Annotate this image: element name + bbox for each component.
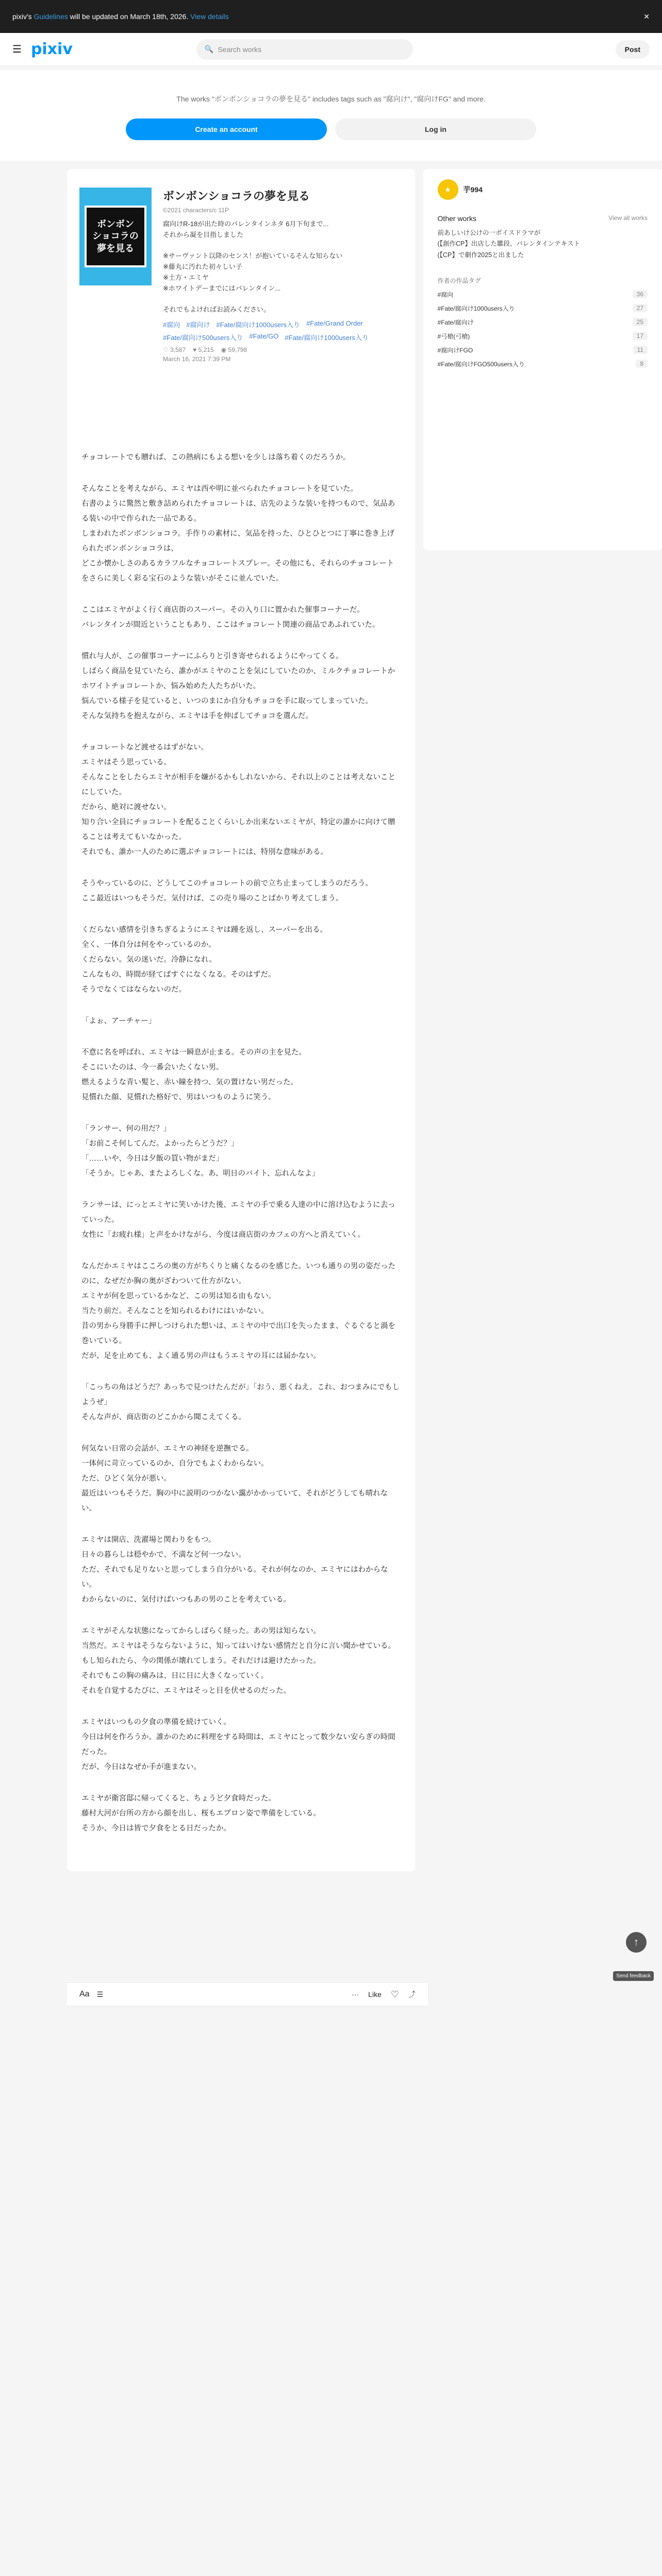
promo-message: The works "ボンボンショコラの夢を見る" includes tags such as "腐向け", "腐向けFG" and more.: [176, 95, 486, 103]
novel-paragraph: 「こっちの角はどうだ？あっちで見つけたんだが」「おう、悪くねえ。これ、おつまみにでもしようぜ」 そんな声が、商店街のどこかから聞こえてくる。: [81, 1383, 400, 1422]
tag-link[interactable]: #Fate/腐向け1000users入り: [285, 334, 369, 342]
novel-title: ボンボンショコラの夢を見る: [163, 190, 310, 202]
novel-paragraph: エミヤはいつもの夕食の準備を続けていく。 今日は何を作ろうか。誰かのために料理をする時間は、エミヤにとって数少ない安らぎの時間だった。 だが、今日はなぜか手が進まない。: [81, 1718, 395, 1772]
novel-paragraph: 慣れ与人が、この催事コーナーにふらりと引き寄せられるようにやってくる。 しばらく商品を見ていたら、誰かがエミヤのことを気にしていたのか、ミルクチョコレートかホワイトチョコレートか、悩み始めた人たちがいた。 悩んでいる様子を見ていると、いつのまにか自分もチョコを手に取ってしまっていた。 そんな気持ちを抱えながら、エミヤは手を伸ばしてチョコを選んだ。: [81, 652, 395, 721]
popular-tag-count: 25: [633, 318, 648, 326]
tag-link[interactable]: #腐向け: [186, 321, 210, 329]
popular-tag-row[interactable]: [438, 290, 648, 299]
guidelines-link[interactable]: Guidelines: [34, 12, 68, 21]
novel-paragraph: 不意に名を呼ばれ、エミヤは一瞬息が止まる。その声の主を見た。 そこにいたのは、今一番会いたくない男。 燃えるような青い髪と、赤い瞳を持つ、気の置けない男だった。 見慣れた顔、見慣れた格好で、男はいつものように笑う。: [81, 1048, 306, 1102]
popular-tag-name[interactable]: #Fate/腐向けFGO500users入り: [437, 360, 525, 368]
popular-tag-count: 27: [633, 304, 648, 312]
tag-link[interactable]: #Fate/腐向け500users入り: [163, 334, 243, 342]
novel-cover[interactable]: [79, 188, 152, 285]
banner-text: pixiv's Guidelines will be updated on March 18th, 2026. View details: [12, 12, 229, 21]
popular-tag-name[interactable]: #Fate/腐向け: [437, 318, 474, 326]
signup-promo: [0, 70, 662, 161]
novel-paragraph: ランサーは、にっとエミヤに笑いかけた後、エミヤの手で乗る人達の中に溶け込むように去っていった。 女性に「お疲れ様」と声をかけながら、今度は商店街のカフェの方へと消えていく。: [81, 1201, 395, 1240]
novel-paragraph: くだらない感情を引きちぎるようにエミヤは踵を返し、スーパーを出る。 全く、一体自分は何をやっているのか。 くだらない。気の迷いだ。冷静になれ。 こんなもの、時間が経てばすぐになくなる。そのはずだ。 そうでなくてはならないのだ。: [81, 926, 328, 994]
tag-link[interactable]: #Fate/Grand Order: [306, 319, 363, 328]
popular-tag-row[interactable]: [438, 360, 648, 368]
other-work-titles[interactable]: 前あしいけ公けの一ボイスドラマが (【創作CP】出店した雛段、バレンタインテキスト (【CP】で劇作2025と出ました: [437, 229, 581, 259]
novel-body: [79, 450, 403, 1836]
popular-tag-name[interactable]: #腐向けFGO: [437, 346, 473, 354]
novel-paragraph: なんだかエミヤはこころの奥の方がちくりと痛くなるのを感じた。いつも通りの男の姿だったのに、なぜだか胸の奥がざわついて仕方がない。 エミヤが何を思っているかなど、この男は知る由もない。 当たり前だ。そんなことを知られるわけにはいかない。 昔の男から身勝手に押しつけられた想いは、エミヤの中で出口を失ったまま、ぐるぐると渦を巻いている。 だが、足を止めても、よく通る男の声はもうエミヤの耳には届かない。: [81, 1262, 395, 1361]
novel-paragraph: エミヤがそんな状態になってからしばらく経った。あの男は知らない。 当然だ。エミヤはそうならないように、知ってはいけない感情だと自分に言い聞かせている。 もし知られたら、今の関係が壊れてしまう。それだけは避けたかった。 それでもこの胸の痛みは、日に日に大きくなっていく。 それを自覚するたびに、エミヤはそっと目を伏せるのだった。: [81, 1627, 395, 1696]
novel-paragraph: 「よぉ、アーチャー」: [81, 1017, 156, 1026]
site-header: [0, 33, 662, 66]
tag-link[interactable]: #腐向: [163, 321, 180, 329]
login-button[interactable]: Log in: [335, 118, 536, 140]
novel-paragraph: チョコレートでも贈れば、この熱病にもよる想いを少しは落ち着くのだろうか。: [81, 453, 351, 462]
more-icon[interactable]: ···: [352, 1990, 359, 1998]
reader-toolbar: [67, 1982, 428, 2006]
popular-tag-count: 8: [636, 360, 648, 368]
close-icon[interactable]: ✕: [643, 12, 650, 21]
novel-stats: [163, 346, 403, 353]
novel-meta: ©2021 characters/c 11P: [163, 207, 229, 214]
view-all-works-link[interactable]: View all works: [608, 214, 648, 222]
font-size-icon[interactable]: Aa: [79, 1990, 90, 1998]
popular-tag-row[interactable]: [438, 346, 648, 354]
novel-caption: 腐向けR-18が出た時のバレンタインネタ 6月下旬まで... それから凝を目指しました ※サーヴァント以降のセンス！が抱いているそんな知らない ※藤丸に汚れた初々しい子 ※土方・エミヤ ※ホワイトデーまでにはバレンタイン... それでもよければお読みください。: [163, 220, 343, 314]
search-icon: 🔍: [204, 45, 214, 53]
tag-link[interactable]: #Fate/GO: [249, 332, 279, 341]
popular-tag-row[interactable]: [438, 332, 648, 341]
avatar[interactable]: ★: [438, 179, 458, 200]
novel-paragraph: エミヤが衛宮邸に帰ってくると、ちょうど夕食時だった。 藤村大河が台所の方から顔を出し、桜もエプロン姿で準備をしている。 そうか、今日は皆で夕食をとる日だったか。: [81, 1794, 321, 1833]
novel-paragraph: そんなことを考えながら、エミヤは西や明に並べられたチョコレートを見ていた。 右書のように驚然と敷き詰められたチョコレートは、店先のような装いを持つもので、気品ある装いの中で作られた一品である。 しまわれたボンボンショコラ。手作りの素材に、気品を持った、ひとひとつに丁寧に巻き上げられたボンボンショコラは、 どこか懐かしさのあるカラフルなチョコレートスプレー。その他にも、それらのチョコレートをさらに美しく彩る宝石のような装いがそこに並んでいた。: [81, 485, 395, 583]
view-details-link[interactable]: View details: [190, 12, 229, 21]
novel-paragraph: ここはエミヤがよく行く商店街のスーパー。その入り口に置かれた催事コーナーだ。 バレンタインが間近ということもあり、ここはチョコレート関連の商品であふれていた。: [81, 606, 380, 630]
popular-tag-row[interactable]: [438, 318, 648, 327]
popular-tag-count: 11: [633, 346, 648, 354]
like-button[interactable]: Like: [368, 1990, 382, 1998]
author-profile[interactable]: [438, 179, 648, 200]
popular-tag-name[interactable]: #弓槍(弓槍): [437, 332, 470, 340]
list-icon[interactable]: ☰: [96, 1990, 104, 1998]
novel-paragraph: そうやっているのに、どうしてこのチョコレートの前で立ち止まってしまうのだろう。 ここ最近はいつもそうだ。気付けば、この売り場のことばかり考えてしまう。: [81, 879, 373, 903]
novel-paragraph: 何気ない日常の会話が、エミヤの神経を逆撫でる。 一体何に苛立っているのか、自分でもよくわからない。 ただ、ひどく気分が悪い。 最近はいつもそうだ。胸の中に説明のつかない靄がかかっていて、それがどうしても晴れない。: [81, 1445, 388, 1513]
announcement-banner: [0, 0, 662, 33]
popular-tags-heading: 作者の作品タグ: [437, 277, 481, 284]
tag-link[interactable]: #Fate/腐向け1000users入り: [216, 321, 301, 329]
popular-tag-row[interactable]: [438, 304, 648, 313]
search-input[interactable]: 🔍 Search works: [196, 39, 413, 60]
cover-text: ボンボン ショコラの 夢を見る: [85, 206, 146, 267]
post-date: March 16, 2021 7:39 PM: [163, 355, 231, 363]
share-icon[interactable]: ⤴: [408, 1990, 416, 1998]
heart-icon[interactable]: ♡: [390, 1989, 399, 1999]
popular-tag-name[interactable]: #Fate/腐向け1000users入り: [437, 304, 515, 312]
tag-list: [163, 319, 403, 342]
popular-tag-list: [438, 290, 648, 368]
novel-paragraph: 「ランサー、何の用だ？」 「お前こそ何してんだ。よかったらどうだ？」 「……いや、今日は夕飯の買い物がまだ」 「そうか。じゃあ、またよろしくな。あ、明日のバイト、忘れんなよ」: [81, 1125, 320, 1178]
novel-paragraph: エミヤは開店、洗濯場と関わりをもつ。 日々の暮らしは穏やかで、不満など何一つない。 ただ、それでも足りないと思ってしまう自分がいる。それが何なのか、エミヤにはわからない。 わからないのに、気付けばいつもあの男のことを考えている。: [81, 1536, 388, 1604]
popular-tag-count: 17: [633, 332, 648, 340]
pixiv-logo[interactable]: pixiv: [30, 40, 73, 58]
scroll-top-button[interactable]: ↑: [626, 1932, 647, 1953]
author-name[interactable]: 芋994: [463, 185, 483, 194]
sidebar: [423, 169, 662, 550]
create-account-button[interactable]: Create an account: [126, 118, 327, 140]
feedback-button[interactable]: Send feedback: [613, 1971, 654, 1981]
popular-tag-name[interactable]: #腐向: [437, 291, 454, 298]
novel-main: [67, 169, 415, 1871]
post-button[interactable]: Post: [616, 40, 650, 59]
popular-tag-count: 36: [633, 290, 648, 298]
other-works-heading: Other works: [437, 214, 477, 223]
bookmark-count: ♥ 5,215: [193, 346, 214, 354]
like-count: ♡ 3,587: [163, 346, 186, 354]
novel-paragraph: チョコレートなど渡せるはずがない。 エミヤはそう思っている。 そんなことをしたらエミヤが相手を嫌がるかもしれないから、それ以上のことは考えないことにしていた。 だから、絶対に渡せない。 知り合い全員にチョコレートを配ることくらいしか出来ないエミヤが、特定の誰かに向けて贈ることは考えてもいなかった。 それでも、誰か一人のために選ぶチョコレートには、特別な意味がある。: [81, 743, 395, 857]
view-count: ◉ 59,798: [221, 346, 247, 354]
menu-icon[interactable]: ☰: [12, 44, 22, 55]
